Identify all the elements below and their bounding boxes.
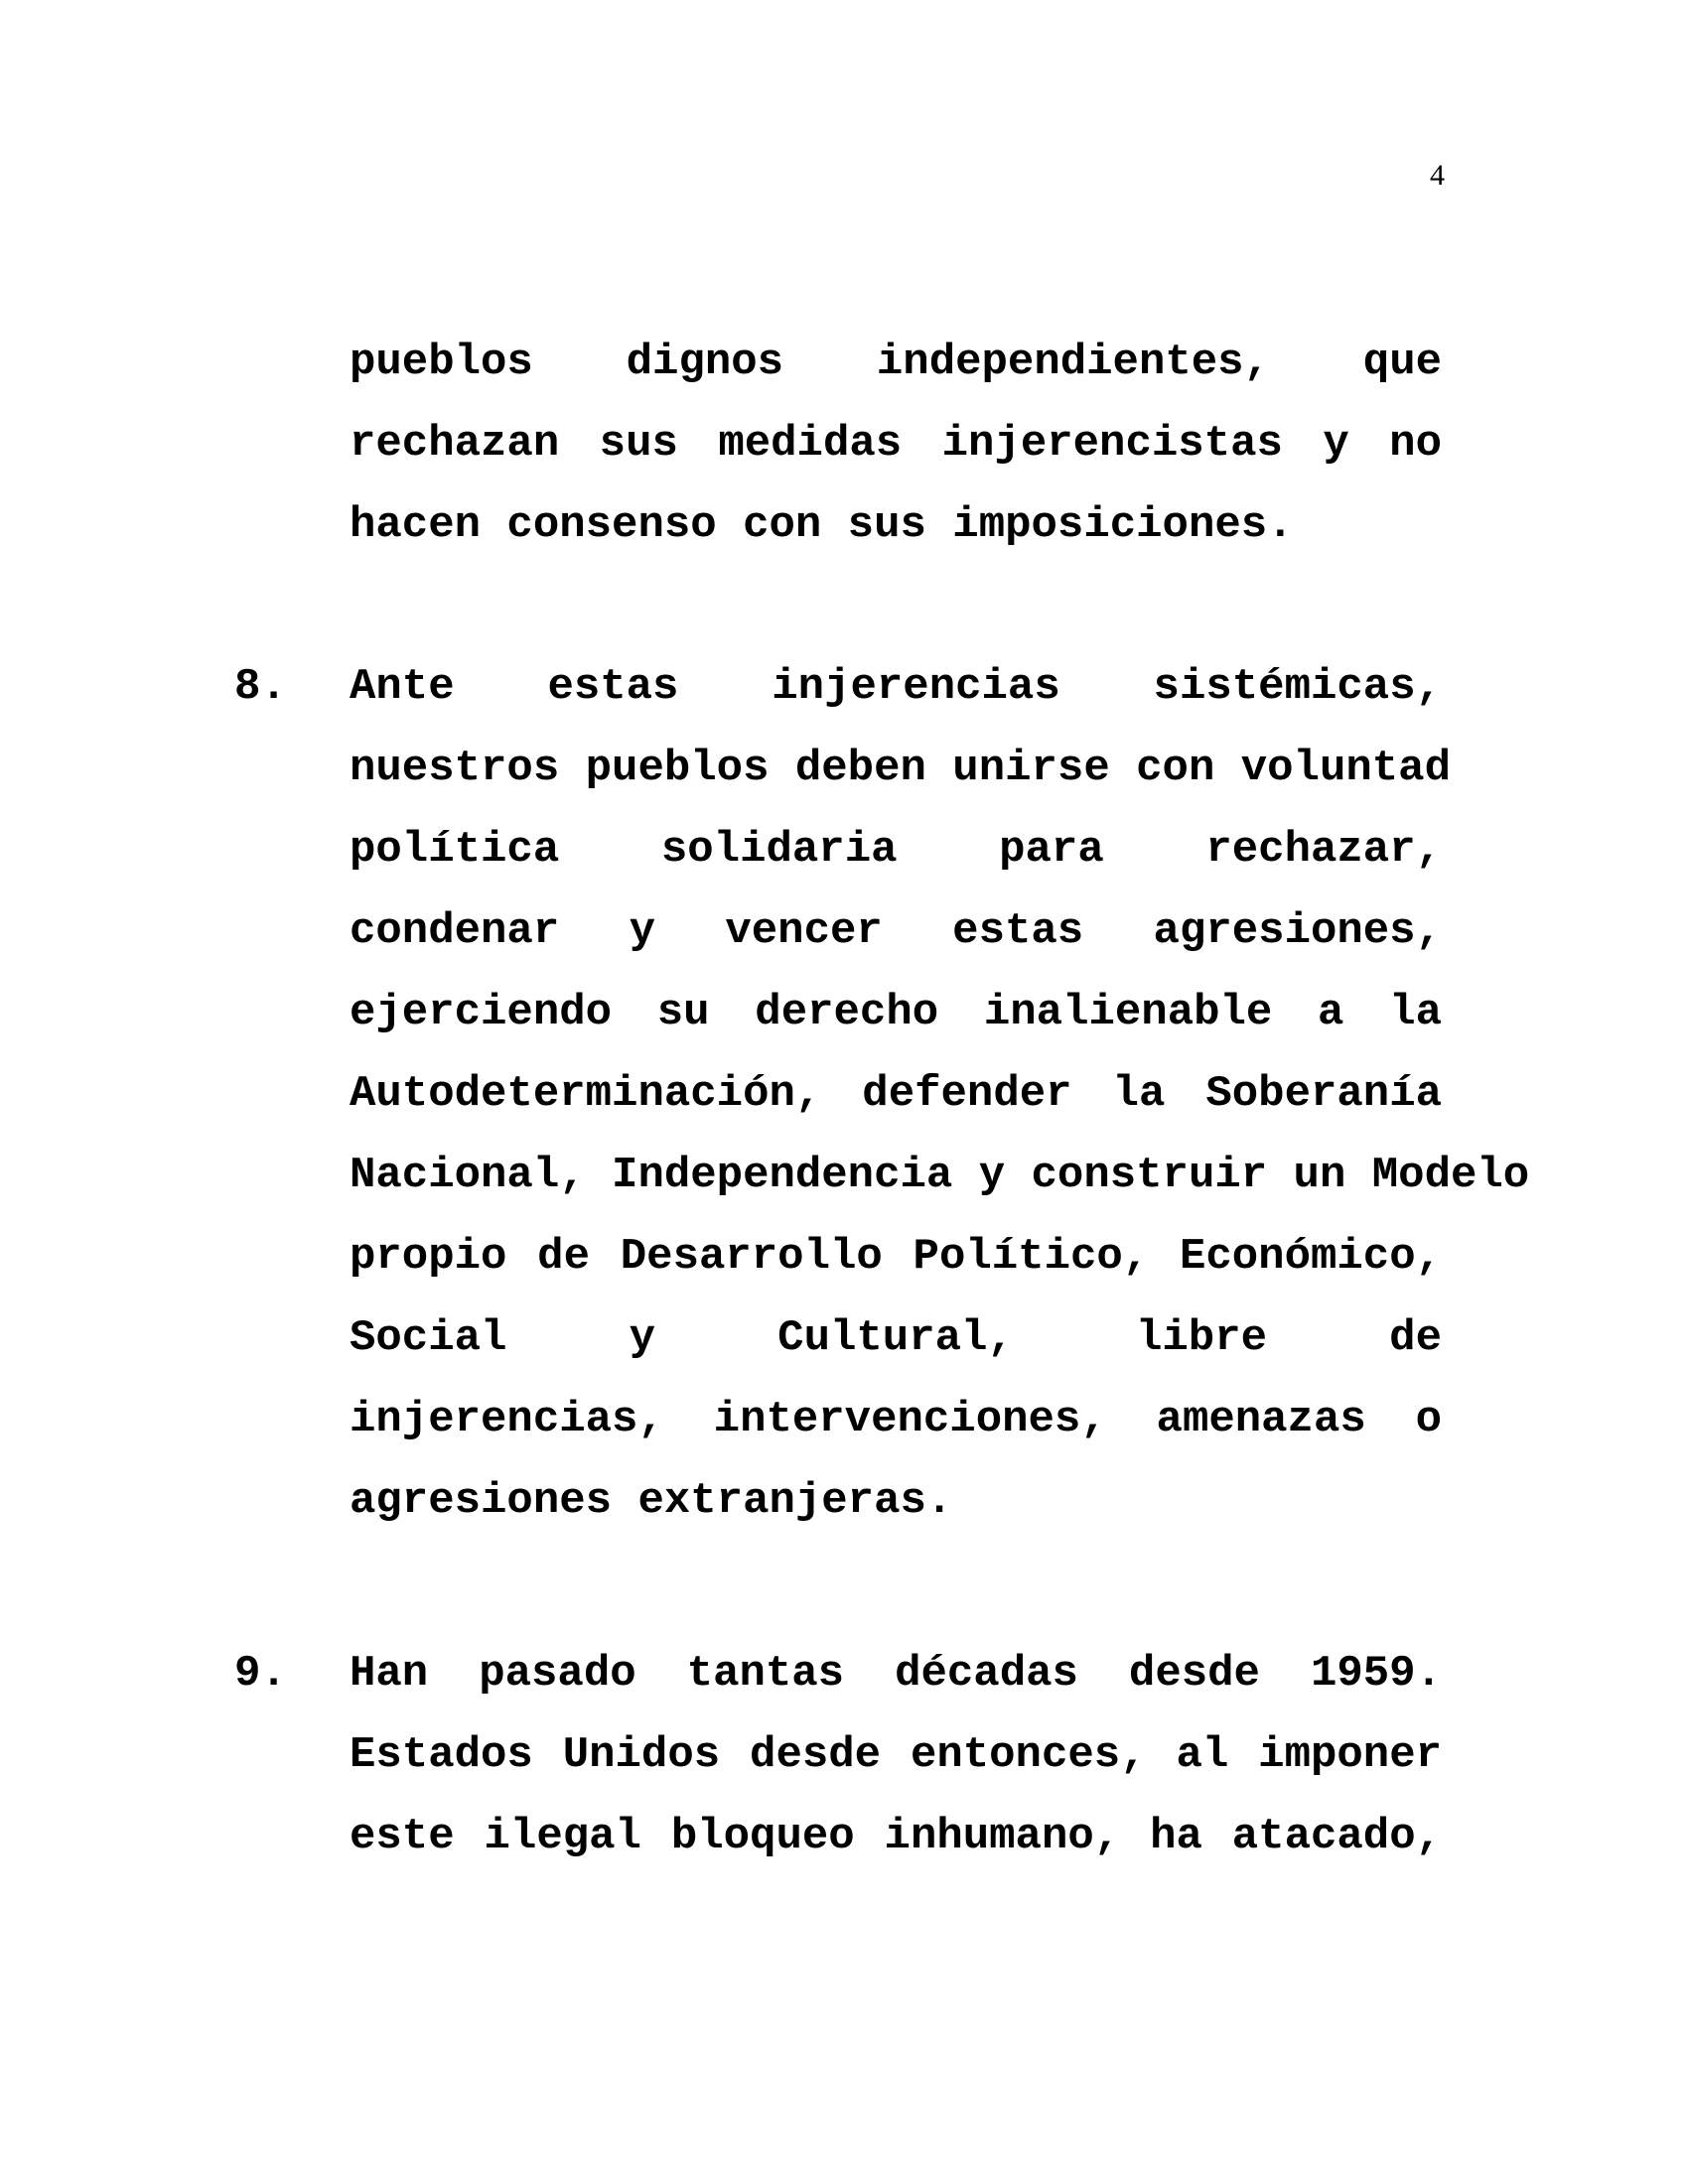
- text-line: propio de Desarrollo Político, Económico,: [350, 1232, 1442, 1282]
- text-line: Nacional, Independencia y construir un Modelo: [350, 1151, 1530, 1200]
- item-number: 9.: [234, 1649, 287, 1699]
- text-line: hacen consenso con sus imposiciones.: [350, 500, 1294, 550]
- text-line: pueblos dignos independientes, que: [350, 338, 1442, 387]
- text-line: Estados Unidos desde entonces, al imponer: [350, 1730, 1442, 1780]
- text-line: nuestros pueblos deben unirse con voluntad: [350, 744, 1451, 793]
- text-line: rechazan sus medidas injerencistas y no: [350, 419, 1442, 469]
- page-number: 4: [1430, 159, 1445, 192]
- paragraph-item-9: [234, 1633, 1442, 1877]
- paragraph-item-8: [234, 646, 1530, 1542]
- text-line: agresiones extranjeras.: [350, 1476, 953, 1526]
- text-line: condenar y vencer estas agresiones,: [350, 906, 1442, 956]
- text-line: ejerciendo su derecho inalienable a la: [350, 988, 1442, 1037]
- item-number: 8.: [234, 662, 287, 712]
- text-line: política solidaria para rechazar,: [350, 825, 1442, 875]
- text-line: Han pasado tantas décadas desde 1959.: [350, 1649, 1442, 1699]
- paragraph-continuation: [350, 322, 1442, 566]
- text-line: Ante estas injerencias sistémicas,: [350, 662, 1442, 712]
- text-line: Autodeterminación, defender la Soberanía: [350, 1069, 1442, 1119]
- text-line: injerencias, intervenciones, amenazas o: [350, 1395, 1442, 1444]
- text-line: Social y Cultural, libre de: [350, 1313, 1442, 1363]
- text-line: este ilegal bloqueo inhumano, ha atacado,: [350, 1812, 1442, 1861]
